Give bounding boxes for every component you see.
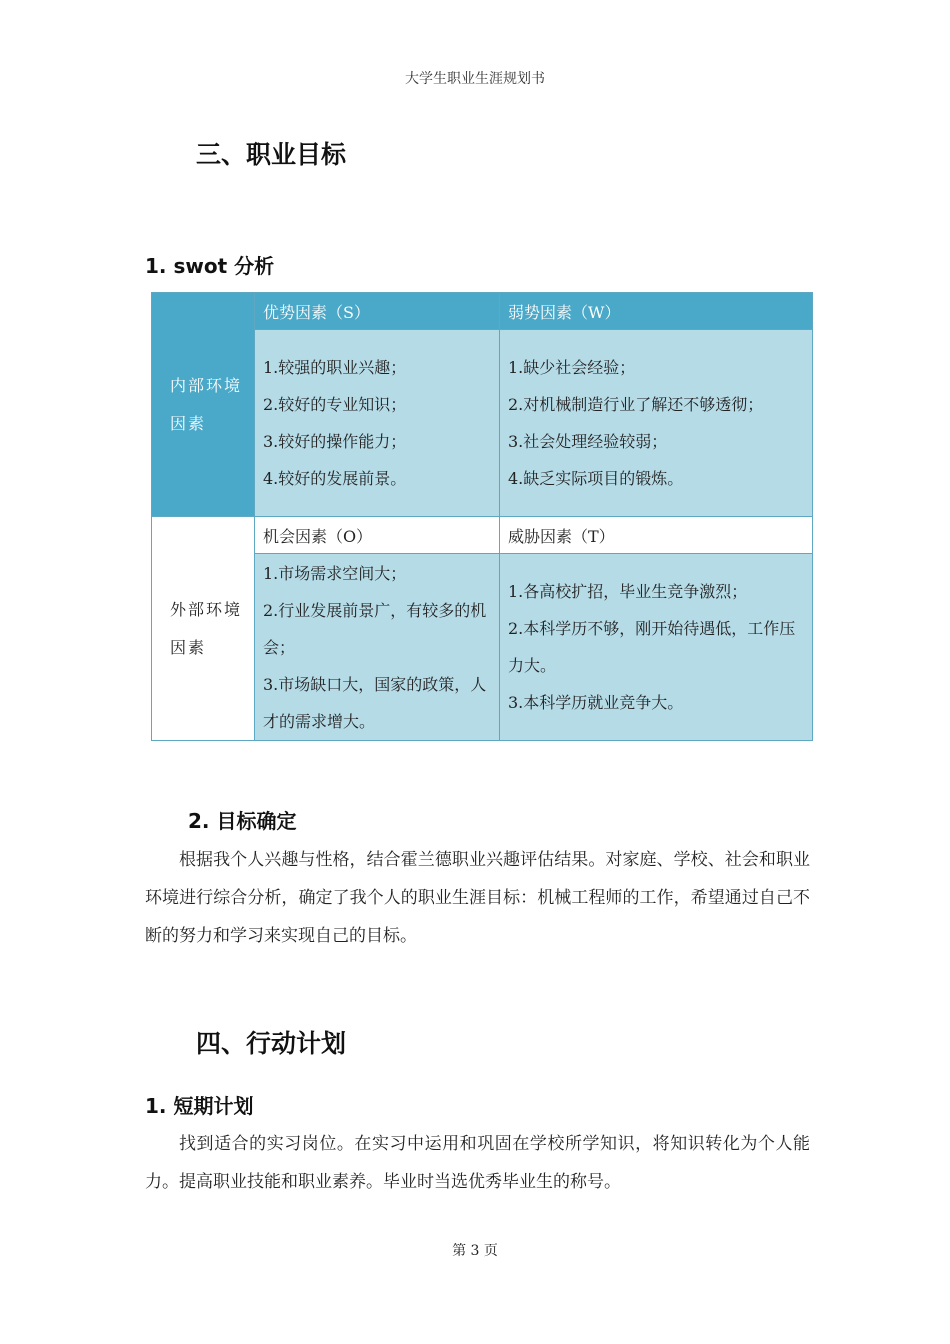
goal-paragraph: 根据我个人兴趣与性格，结合霍兰德职业兴趣评估结果。对家庭、学校、社会和职业环境进行综合分析，确定了我个人的职业生涯目标：机械工程师的工作，希望通过自己不断的努力和学习来实现自己的目标。 — [145, 850, 810, 946]
swot-table — [151, 292, 813, 741]
swot-strengths-cell — [255, 330, 500, 517]
opportunity-item: 2.行业发展前景广，有较多的机会； — [263, 600, 487, 657]
swot-col-strengths: 优势因素（S） — [255, 293, 500, 330]
threat-item: 1.各高校扩招，毕业生竞争激烈； — [508, 582, 748, 601]
swot-row-external — [152, 517, 255, 741]
swot-threats-cell — [500, 554, 813, 741]
weakness-item: 3.社会处理经验较弱； — [508, 432, 668, 451]
threat-item: 3.本科学历就业竞争大。 — [508, 693, 684, 712]
threat-item: 2.本科学历不够，刚开始待遇低，工作压力大。 — [508, 619, 796, 675]
swot-col-weaknesses: 弱势因素（W） — [500, 293, 813, 330]
section-title-action-plan: 四、行动计划 — [196, 1029, 347, 1058]
strength-item: 4.较好的发展前景。 — [263, 469, 407, 488]
page-number: 第 3 页 — [452, 1243, 498, 1259]
swot-col-opportunities: 机会因素（O） — [255, 517, 500, 554]
weakness-item: 2.对机械制造行业了解还不够透彻； — [508, 395, 764, 414]
opportunity-item: 1.市场需求空间大； — [263, 563, 407, 583]
swot-weaknesses-cell — [500, 330, 813, 517]
page-header: 大学生职业生涯规划书 — [405, 71, 545, 87]
swot-title: 1. swot 分析 — [145, 254, 275, 278]
goal-title: 2. 目标确定 — [188, 809, 297, 833]
swot-opportunities-cell — [255, 554, 500, 741]
swot-col-threats: 威胁因素（T） — [500, 517, 813, 554]
opportunity-item: 3.市场缺口大，国家的政策，人才的需求增大。 — [263, 674, 487, 731]
weakness-item: 4.缺乏实际项目的锻炼。 — [508, 469, 684, 488]
weakness-item: 1.缺少社会经验； — [508, 358, 636, 377]
short-term-paragraph: 找到适合的实习岗位。在实习中运用和巩固在学校所学知识，将知识转化为个人能力。提高职业技能和职业素养。毕业时当选优秀毕业生的称号。 — [145, 1134, 810, 1192]
strength-item: 2.较好的专业知识； — [263, 395, 407, 414]
strength-item: 3.较好的操作能力； — [263, 432, 407, 451]
section-title-career-goal: 三、职业目标 — [196, 140, 347, 169]
short-term-title: 1. 短期计划 — [145, 1094, 254, 1118]
swot-row-internal — [152, 293, 255, 517]
swot-row-external-label: 外部环境因素 — [170, 599, 243, 657]
strength-item: 1.较强的职业兴趣； — [263, 358, 407, 377]
swot-row-internal-label: 内部环境因素 — [170, 375, 243, 433]
